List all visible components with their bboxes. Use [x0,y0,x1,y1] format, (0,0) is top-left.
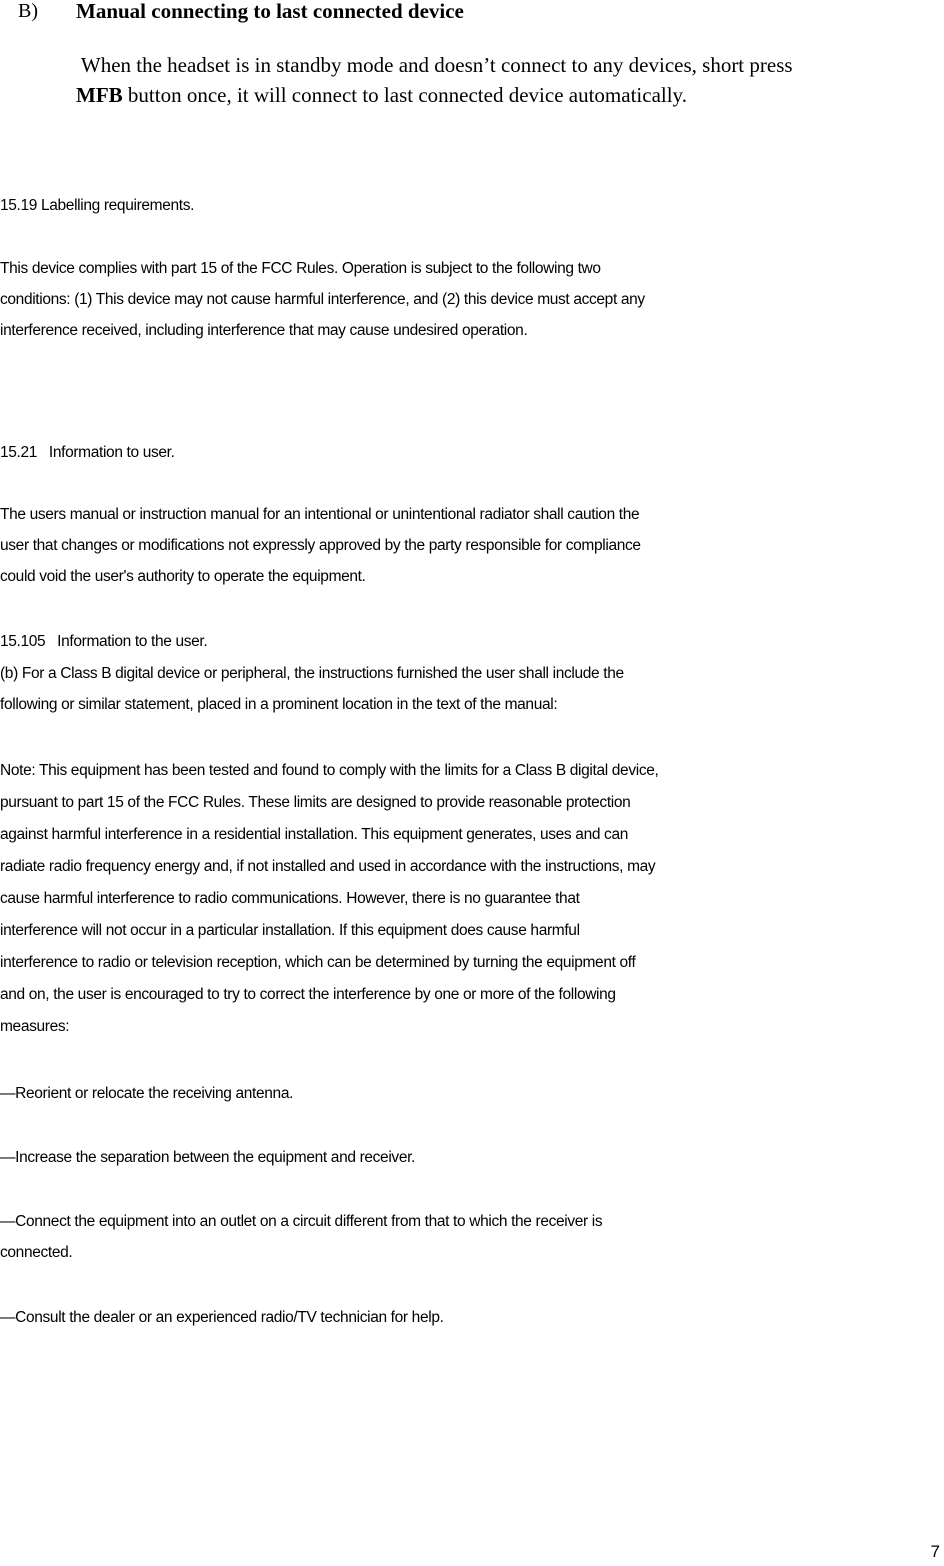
paragraph-line: interference received, including interference that may cause undesired operation. [0,322,528,339]
paragraph-line: The users manual or instruction manual for an intentional or unintentional radiator shall caution the [0,506,640,523]
measure-increase-separation: —Increase the separation between the equipment and receiver. [0,1149,415,1166]
paragraph-line: and on, the user is encouraged to try to correct the interference by one or more of the following [0,986,616,1003]
measure-line: —Connect the equipment into an outlet on a circuit different from that to which the receiver is [0,1213,603,1230]
paragraph-line: This device complies with part 15 of the FCC Rules. Operation is subject to the following two [0,260,601,277]
paragraph-line: measures: [0,1018,70,1035]
note-paragraph [0,755,944,1043]
section-body-line-2 [76,80,936,110]
section-title: Manual connecting to last connected device [76,0,464,23]
paragraph-line: user that changes or modifications not expressly approved by the party responsible for compliance [0,537,641,554]
measure-consult-dealer: —Consult the dealer or an experienced radio/TV technician for help. [0,1309,444,1326]
paragraph-line: against harmful interference in a residential installation. This equipment generates, uses and can [0,826,629,843]
measure-line: connected. [0,1244,73,1261]
fcc-15-19-heading: 15.19 Labelling requirements. [0,197,195,214]
paragraph-line: could void the user's authority to operate the equipment. [0,568,366,585]
measure-connect-outlet [0,1206,944,1268]
fcc-15-19-paragraph [0,253,944,346]
paragraph-line: conditions: (1) This device may not cause harmful interference, and (2) this device must accept any [0,291,645,308]
mfb-button-label: MFB [76,83,123,107]
paragraph-line: Note: This equipment has been tested and found to comply with the limits for a Class B digital device, [0,762,659,779]
paragraph-line: radiate radio frequency energy and, if not installed and used in accordance with the instructions, may [0,858,656,875]
fcc-15-21-paragraph [0,499,944,592]
section-body-line-2-rest: button once, it will connect to last connected device automatically. [122,83,687,107]
fcc-15-105-heading: 15.105 Information to the user. [0,633,208,650]
paragraph-line: cause harmful interference to radio communications. However, there is no guarantee that [0,890,580,907]
page-number: 7 [930,1542,940,1561]
section-body [76,50,936,110]
paragraph-line: interference to radio or television reception, which can be determined by turning the equipment off [0,954,636,971]
paragraph-line: following or similar statement, placed in a prominent location in the text of the manual: [0,696,558,713]
paragraph-line: interference will not occur in a particular installation. If this equipment does cause harmful [0,922,580,939]
fcc-15-21-heading: 15.21 Information to user. [0,444,175,461]
section-body-line-1: When the headset is in standby mode and doesn’t connect to any devices, short press [76,53,793,77]
section-marker: B) [18,0,38,22]
paragraph-line: pursuant to part 15 of the FCC Rules. These limits are designed to provide reasonable protection [0,794,631,811]
fcc-15-105-paragraph [0,658,944,720]
measure-reorient: —Reorient or relocate the receiving antenna. [0,1085,294,1102]
paragraph-line: (b) For a Class B digital device or peripheral, the instructions furnished the user shall include the [0,665,624,682]
